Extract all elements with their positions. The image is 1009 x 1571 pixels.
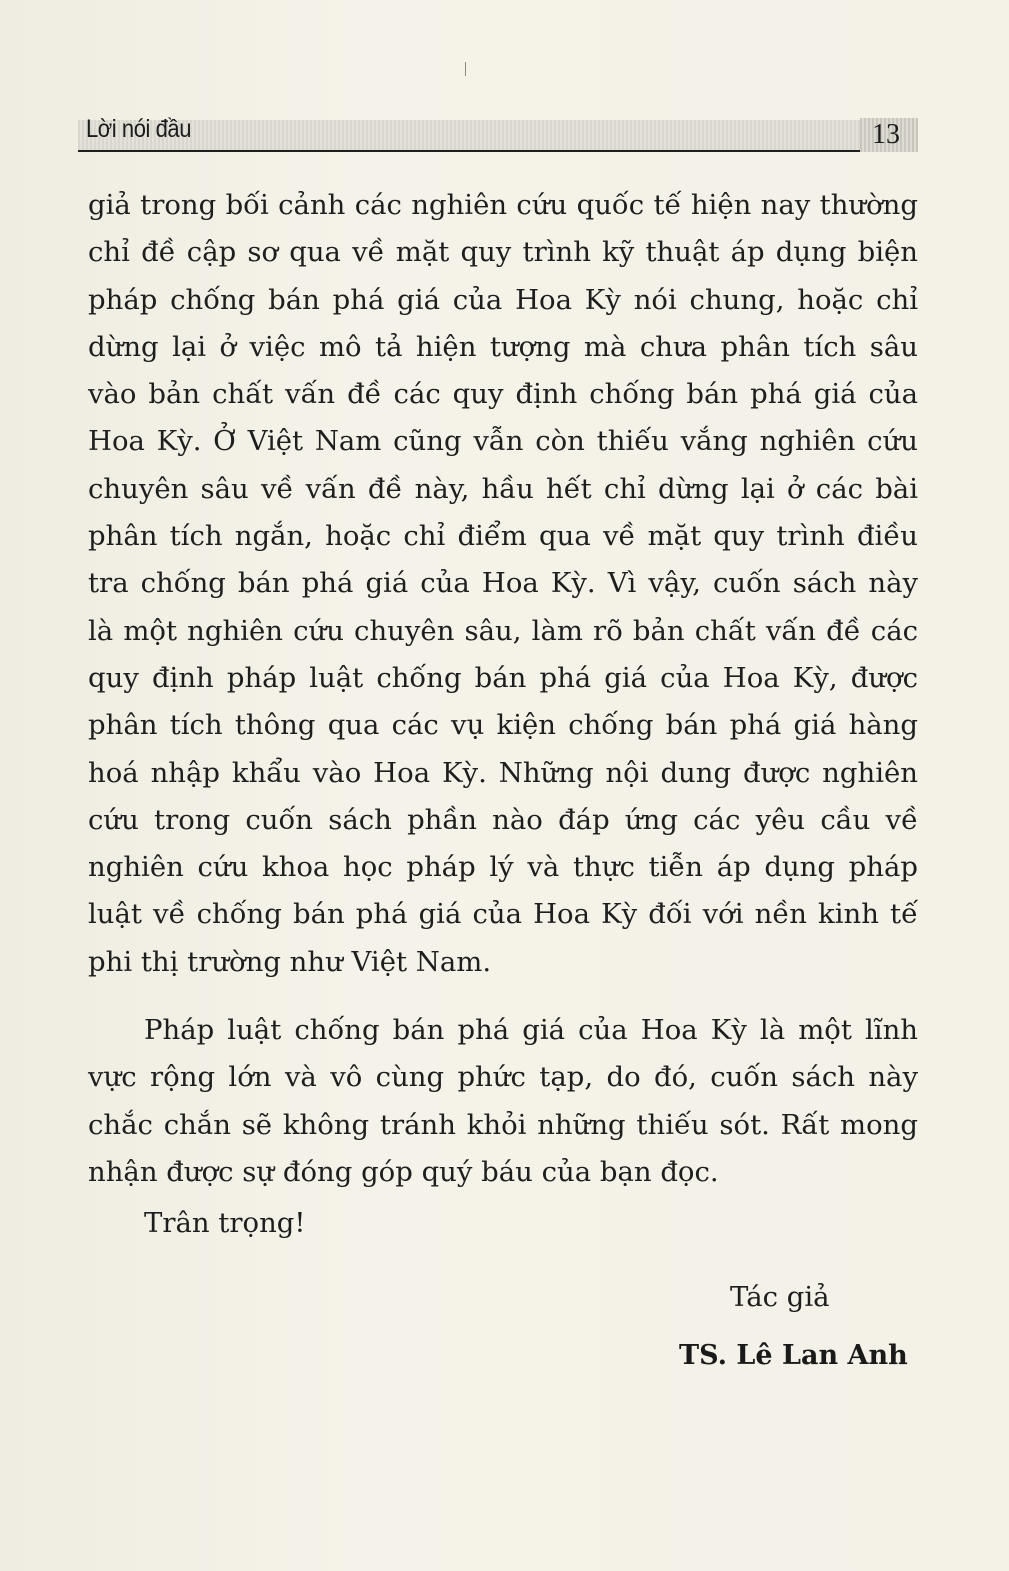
running-header-title: Lời nói đầu bbox=[86, 115, 192, 143]
paragraph-2 bbox=[88, 1007, 918, 1196]
text-line: nghiên cứu khoa học pháp lý và thực tiễn áp dụng pháp bbox=[88, 851, 918, 884]
text-line: chỉ đề cập sơ qua về mặt quy trình kỹ thuật áp dụng biện bbox=[88, 236, 918, 269]
text-line: phi thị trường như Việt Nam. bbox=[88, 945, 492, 978]
text-line: chuyên sâu về vấn đề này, hầu hết chỉ dừng lại ở các bài bbox=[88, 472, 918, 505]
text-line: là một nghiên cứu chuyên sâu, làm rõ bản chất vấn đề các bbox=[88, 614, 918, 647]
text-line: phân tích thông qua các vụ kiện chống bán phá giá hàng bbox=[88, 709, 918, 742]
text-line: pháp chống bán phá giá của Hoa Kỳ nói chung, hoặc chỉ bbox=[88, 283, 918, 316]
signoff-line: Tác giả bbox=[730, 1281, 830, 1313]
paragraph-1 bbox=[88, 182, 918, 986]
page-number: 13 bbox=[872, 119, 900, 150]
text-line: Pháp luật chống bán phá giá của Hoa Kỳ là một lĩnh bbox=[144, 1014, 918, 1046]
scan-mark bbox=[465, 62, 466, 76]
text-line: quy định pháp luật chống bán phá giá của Hoa Kỳ, được bbox=[88, 661, 918, 694]
text-line: cứu trong cuốn sách phần nào đáp ứng các yêu cầu về bbox=[88, 803, 918, 836]
text-line: vào bản chất vấn đề các quy định chống bán phá giá của bbox=[88, 378, 918, 411]
text-line: chắc chắn sẽ không tránh khỏi những thiếu sót. Rất mong bbox=[88, 1108, 918, 1141]
text-line: Hoa Kỳ. Ở Việt Nam cũng vẫn còn thiếu vắng nghiên cứu bbox=[88, 425, 918, 458]
text-line: giả trong bối cảnh các nghiên cứu quốc tế hiện nay thường bbox=[88, 189, 918, 221]
author-name: TS. Lê Lan Anh bbox=[679, 1340, 908, 1371]
text-line: dừng lại ở việc mô tả hiện tượng mà chưa phân tích sâu bbox=[88, 330, 918, 363]
text-line: vực rộng lớn và vô cùng phức tạp, do đó, cuốn sách này bbox=[88, 1061, 918, 1094]
text-line: tra chống bán phá giá của Hoa Kỳ. Vì vậy, cuốn sách này bbox=[88, 567, 918, 600]
text-line: nhận được sự đóng góp quý báu của bạn đọc. bbox=[88, 1155, 719, 1188]
closing-line: Trân trọng! bbox=[144, 1207, 306, 1239]
text-line: phân tích ngắn, hoặc chỉ điểm qua về mặt quy trình điều bbox=[88, 520, 918, 553]
text-line: luật về chống bán phá giá của Hoa Kỳ đối với nền kinh tế bbox=[88, 898, 918, 931]
running-header-band bbox=[78, 120, 918, 152]
text-line: hoá nhập khẩu vào Hoa Kỳ. Những nội dung được nghiên bbox=[88, 756, 918, 789]
